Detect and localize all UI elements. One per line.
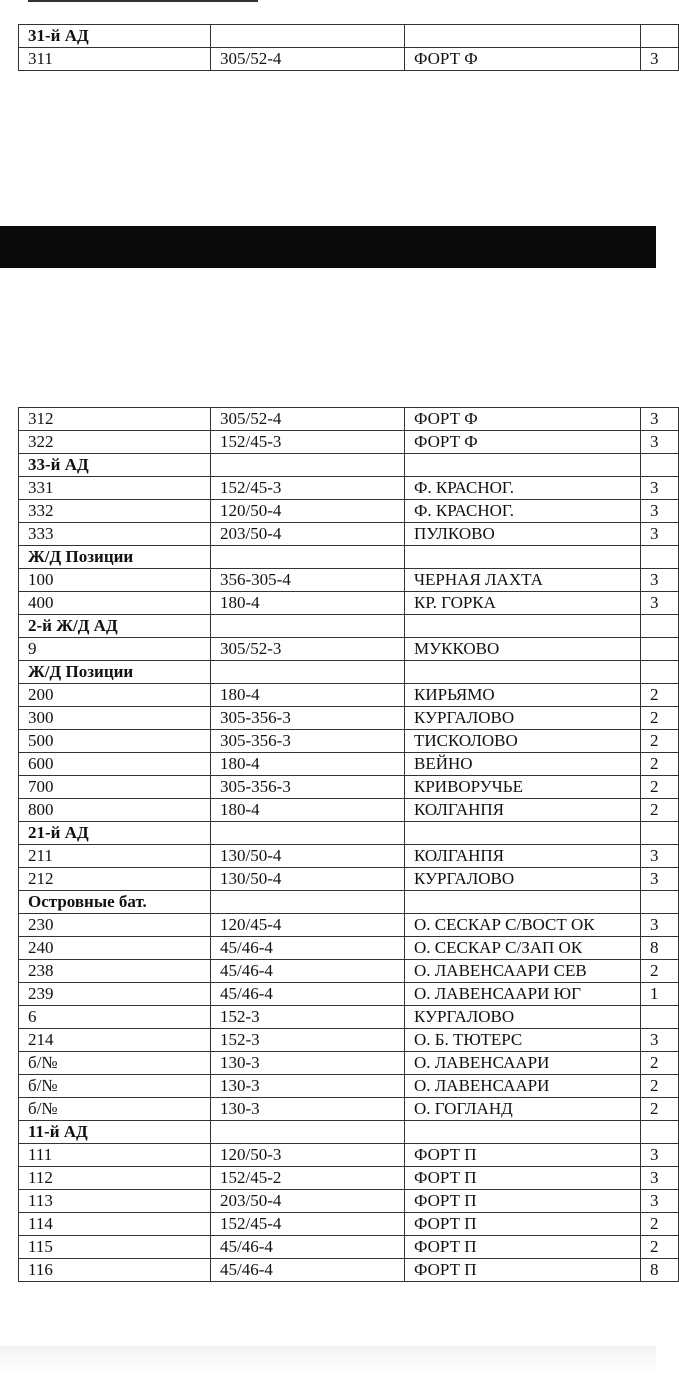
location-cell: ПУЛКОВО [405,523,641,546]
extra-cell: 2 [641,1098,679,1121]
group-header-row [19,615,679,638]
extra-cell: 3 [641,1167,679,1190]
battery-number-cell: 116 [19,1259,211,1282]
gun-type-cell: 305/52-4 [211,408,405,431]
group-header-row [19,661,679,684]
battery-number-cell: 113 [19,1190,211,1213]
table-row [19,569,679,592]
location-cell [405,546,641,569]
table-row [19,1236,679,1259]
extra-cell [641,1121,679,1144]
table-row [19,1167,679,1190]
extra-cell: 8 [641,1259,679,1282]
table-row [19,1052,679,1075]
table-row [19,1075,679,1098]
extra-cell [641,1006,679,1029]
table-row [19,845,679,868]
extra-cell: 3 [641,569,679,592]
battery-number-cell: Ж/Д Позиции [19,546,211,569]
group-header-row [19,25,679,48]
location-cell: О. Б. ТЮТЕРС [405,1029,641,1052]
location-cell: Ф. КРАСНОГ. [405,500,641,523]
location-cell [405,661,641,684]
battery-number-cell: 212 [19,868,211,891]
battery-number-cell: 230 [19,914,211,937]
battery-number-cell: 214 [19,1029,211,1052]
location-cell: О. ЛАВЕНСААРИ [405,1052,641,1075]
location-cell: ФОРТ Ф [405,48,641,71]
gun-type-cell: 152/45-4 [211,1213,405,1236]
table-row [19,914,679,937]
extra-cell: 3 [641,914,679,937]
table-row [19,707,679,730]
battery-number-cell: 112 [19,1167,211,1190]
table-row [19,868,679,891]
location-cell [405,25,641,48]
location-cell: КУРГАЛОВО [405,868,641,891]
extra-cell: 2 [641,707,679,730]
gun-type-cell: 130-3 [211,1098,405,1121]
gun-type-cell: 305/52-4 [211,48,405,71]
gun-type-cell: 130/50-4 [211,845,405,868]
table-row [19,684,679,707]
battery-number-cell: 11-й АД [19,1121,211,1144]
gun-type-cell: 305-356-3 [211,707,405,730]
extra-cell: 3 [641,500,679,523]
location-cell: ФОРТ П [405,1259,641,1282]
battery-number-cell: 322 [19,431,211,454]
gun-type-cell: 305/52-3 [211,638,405,661]
gun-type-cell: 356-305-4 [211,569,405,592]
table-row [19,523,679,546]
extra-cell: 3 [641,477,679,500]
gun-type-cell: 120/45-4 [211,914,405,937]
group-header-row [19,1121,679,1144]
table-row [19,1029,679,1052]
table-row [19,1259,679,1282]
location-cell: О. ЛАВЕНСААРИ [405,1075,641,1098]
gun-type-cell [211,1121,405,1144]
location-cell: ФОРТ Ф [405,431,641,454]
battery-number-cell: 115 [19,1236,211,1259]
table-row [19,960,679,983]
location-cell: ФОРТ П [405,1236,641,1259]
battery-number-cell: б/№ [19,1075,211,1098]
location-cell: ТИСКОЛОВО [405,730,641,753]
location-cell: ВЕЙНО [405,753,641,776]
extra-cell [641,638,679,661]
location-cell: КОЛГАНПЯ [405,845,641,868]
extra-cell: 2 [641,960,679,983]
table-row [19,1190,679,1213]
group-header-row [19,822,679,845]
battery-number-cell: 200 [19,684,211,707]
screen-divider-bar [0,226,656,268]
battery-number-cell: 31-й АД [19,25,211,48]
location-cell: ФОРТ П [405,1190,641,1213]
extra-cell: 3 [641,1029,679,1052]
table-row [19,1213,679,1236]
location-cell [405,891,641,914]
gun-type-cell: 152/45-2 [211,1167,405,1190]
battery-number-cell: 800 [19,799,211,822]
gun-type-cell [211,454,405,477]
gun-type-cell: 305-356-3 [211,730,405,753]
extra-cell: 3 [641,1144,679,1167]
battery-number-cell: 33-й АД [19,454,211,477]
location-cell: КИРЬЯМО [405,684,641,707]
table-row [19,753,679,776]
gun-type-cell: 120/50-3 [211,1144,405,1167]
table-row [19,477,679,500]
location-cell: ФОРТ П [405,1167,641,1190]
extra-cell [641,546,679,569]
gun-type-cell: 152/45-3 [211,431,405,454]
battery-number-cell: 400 [19,592,211,615]
extra-cell: 2 [641,684,679,707]
battery-table-top [18,24,679,71]
battery-number-cell: б/№ [19,1052,211,1075]
extra-cell: 2 [641,1075,679,1098]
extra-cell: 2 [641,753,679,776]
extra-cell: 2 [641,1213,679,1236]
table-row [19,500,679,523]
location-cell: КОЛГАНПЯ [405,799,641,822]
table-row [19,937,679,960]
gun-type-cell [211,822,405,845]
table-row [19,776,679,799]
extra-cell [641,661,679,684]
gun-type-cell: 45/46-4 [211,983,405,1006]
gun-type-cell [211,615,405,638]
table-row [19,1144,679,1167]
battery-number-cell: 600 [19,753,211,776]
extra-cell [641,822,679,845]
location-cell: О. ЛАВЕНСААРИ ЮГ [405,983,641,1006]
location-cell [405,615,641,638]
gun-type-cell: 180-4 [211,684,405,707]
extra-cell: 3 [641,431,679,454]
extra-cell: 2 [641,730,679,753]
location-cell: ФОРТ П [405,1144,641,1167]
location-cell: О. СЕСКАР С/ВОСТ ОК [405,914,641,937]
extra-cell: 2 [641,776,679,799]
group-header-row [19,891,679,914]
location-cell [405,822,641,845]
battery-number-cell: 238 [19,960,211,983]
location-cell: ФОРТ П [405,1213,641,1236]
extra-cell: 2 [641,1236,679,1259]
gun-type-cell: 45/46-4 [211,960,405,983]
table-row [19,730,679,753]
gun-type-cell: 120/50-4 [211,500,405,523]
gun-type-cell: 130-3 [211,1075,405,1098]
extra-cell: 3 [641,1190,679,1213]
table-row [19,638,679,661]
extra-cell [641,615,679,638]
gun-type-cell: 305-356-3 [211,776,405,799]
battery-number-cell: 500 [19,730,211,753]
gun-type-cell: 130-3 [211,1052,405,1075]
extra-cell: 3 [641,48,679,71]
location-cell: КУРГАЛОВО [405,1006,641,1029]
gun-type-cell: 45/46-4 [211,937,405,960]
battery-table-main [18,407,679,1282]
location-cell: КУРГАЛОВО [405,707,641,730]
page-bottom-edge [0,1346,656,1376]
gun-type-cell: 180-4 [211,753,405,776]
battery-number-cell: 240 [19,937,211,960]
battery-number-cell: 2-й Ж/Д АД [19,615,211,638]
extra-cell: 8 [641,937,679,960]
battery-number-cell: 9 [19,638,211,661]
group-header-row [19,454,679,477]
gun-type-cell: 203/50-4 [211,523,405,546]
gun-type-cell [211,546,405,569]
table-row [19,799,679,822]
battery-number-cell: 700 [19,776,211,799]
battery-number-cell: 333 [19,523,211,546]
group-header-row [19,546,679,569]
location-cell: О. ГОГЛАНД [405,1098,641,1121]
location-cell: КР. ГОРКА [405,592,641,615]
location-cell [405,454,641,477]
gun-type-cell [211,891,405,914]
extra-cell [641,454,679,477]
gun-type-cell: 180-4 [211,799,405,822]
battery-number-cell: б/№ [19,1098,211,1121]
battery-number-cell: 211 [19,845,211,868]
gun-type-cell: 45/46-4 [211,1259,405,1282]
battery-number-cell: Ж/Д Позиции [19,661,211,684]
battery-number-cell: 311 [19,48,211,71]
battery-number-cell: 114 [19,1213,211,1236]
battery-number-cell: 312 [19,408,211,431]
table-row [19,48,679,71]
table-row [19,1006,679,1029]
extra-cell [641,25,679,48]
battery-number-cell: 21-й АД [19,822,211,845]
location-cell: ЧЕРНАЯ ЛАХТА [405,569,641,592]
extra-cell: 3 [641,845,679,868]
location-cell: О. СЕСКАР С/ЗАП ОК [405,937,641,960]
gun-type-cell: 203/50-4 [211,1190,405,1213]
location-cell: О. ЛАВЕНСААРИ СЕВ [405,960,641,983]
battery-number-cell: 239 [19,983,211,1006]
extra-cell: 3 [641,408,679,431]
extra-cell: 3 [641,523,679,546]
location-cell: МУККОВО [405,638,641,661]
location-cell: Ф. КРАСНОГ. [405,477,641,500]
table-row [19,983,679,1006]
battery-number-cell: 332 [19,500,211,523]
extra-cell: 2 [641,1052,679,1075]
extra-cell: 1 [641,983,679,1006]
table-row [19,592,679,615]
battery-number-cell: 331 [19,477,211,500]
battery-number-cell: 300 [19,707,211,730]
battery-number-cell: Островные бат. [19,891,211,914]
battery-number-cell: 111 [19,1144,211,1167]
extra-cell [641,891,679,914]
gun-type-cell: 45/46-4 [211,1236,405,1259]
location-cell: КРИВОРУЧЬЕ [405,776,641,799]
gun-type-cell: 152-3 [211,1029,405,1052]
location-cell [405,1121,641,1144]
table-row [19,408,679,431]
extra-cell: 2 [641,799,679,822]
extra-cell: 3 [641,868,679,891]
table-row [19,431,679,454]
gun-type-cell: 130/50-4 [211,868,405,891]
battery-number-cell: 100 [19,569,211,592]
gun-type-cell: 152/45-3 [211,477,405,500]
extra-cell: 3 [641,592,679,615]
gun-type-cell [211,661,405,684]
location-cell: ФОРТ Ф [405,408,641,431]
previous-table-edge [28,0,258,2]
gun-type-cell: 152-3 [211,1006,405,1029]
gun-type-cell: 180-4 [211,592,405,615]
battery-number-cell: 6 [19,1006,211,1029]
table-row [19,1098,679,1121]
gun-type-cell [211,25,405,48]
